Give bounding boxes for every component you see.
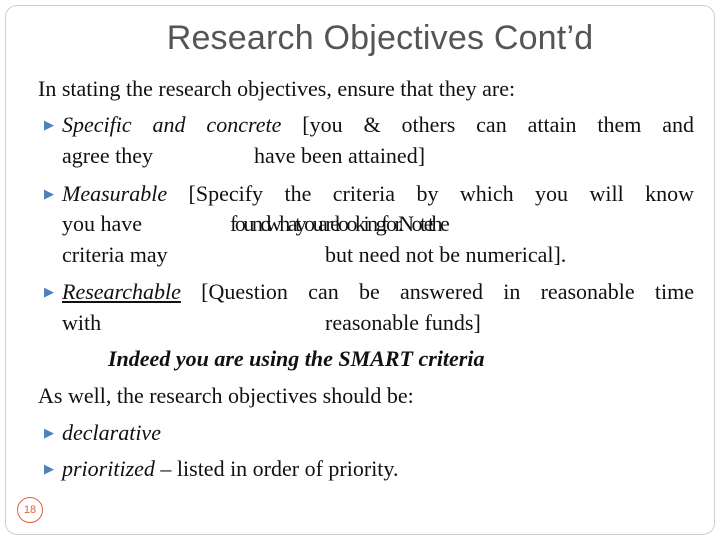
prioritized-item <box>62 456 399 482</box>
researchable-text-3: reasonable funds] <box>325 310 481 335</box>
specific-text-2: agree they <box>62 143 153 168</box>
bullet-icon: ▶ <box>44 118 54 133</box>
as-well-text: As well, the research objectives should be: <box>38 383 414 408</box>
term-specific: Specific and concrete <box>62 112 282 137</box>
measurable-text-4: criteria may <box>62 242 168 267</box>
bullet-icon: ▶ <box>44 426 54 441</box>
measurable-text-1: [Specify the criteria by which you will know <box>188 181 694 206</box>
page-number: 18 <box>17 497 43 523</box>
prioritized-text: – listed in order of priority. <box>154 456 399 481</box>
slide-title: Research Objectives Cont’d <box>166 19 594 57</box>
specific-text-1: [you & others can attain them and <box>302 112 695 137</box>
bullet-researchable <box>62 279 694 305</box>
intro-text: In stating the research objectives, ensure that they are: <box>38 76 516 101</box>
smart-note: Indeed you are using the SMART criteria <box>108 346 485 371</box>
term-researchable: Researchable <box>62 279 181 304</box>
declarative-item: declarative <box>62 420 161 445</box>
bullet-measurable <box>62 181 694 207</box>
prioritized-term: prioritized <box>62 456 155 481</box>
measurable-text-2: you have <box>62 211 143 236</box>
specific-text-3: have been attained] <box>254 143 426 168</box>
bullet-icon: ▶ <box>44 285 54 300</box>
measurable-text-5: but need not be numerical]. <box>325 242 567 267</box>
bullet-icon: ▶ <box>44 187 54 202</box>
researchable-text-1: [Question can be answered in reasonable time <box>201 279 695 304</box>
term-measurable: Measurable <box>62 181 168 206</box>
bullet-icon: ▶ <box>44 462 54 477</box>
researchable-text-2: with <box>62 310 102 335</box>
bullet-specific <box>62 112 694 138</box>
measurable-text-3: found what you are looking for. Note the <box>230 211 448 236</box>
